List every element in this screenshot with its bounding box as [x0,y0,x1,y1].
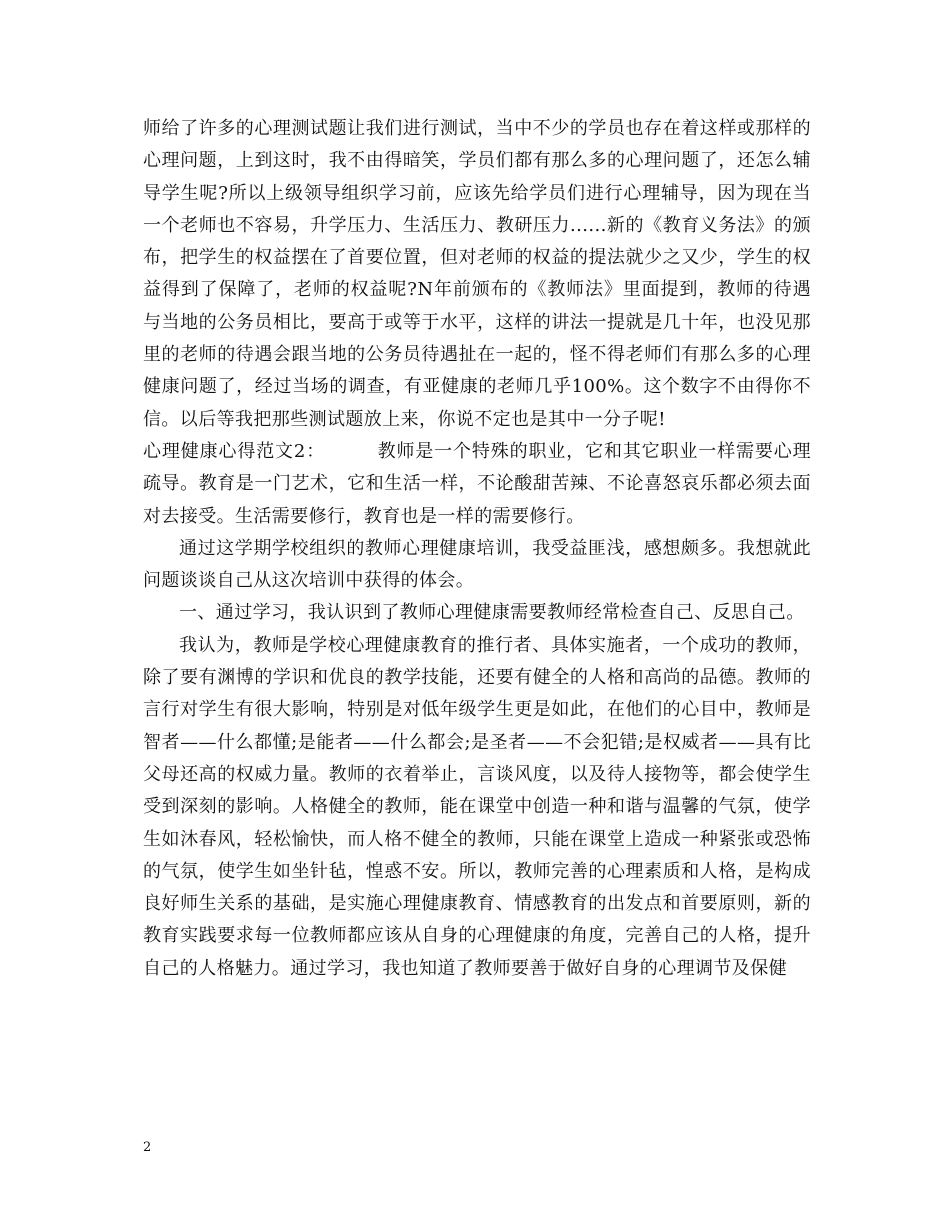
section-intro: 教师是一个特殊的职业，它和其它职业一样需要心理疏导。教育是一门艺术，它和生活一样，不论酸甜苦辣、不论喜怒哀乐都必须去面对去接受。生活需要修行，教育也是一样的需要修行。 [143,440,812,527]
paragraph-training: 通过这学期学校组织的教师心理健康培训，我受益匪浅，感想颇多。我想就此问题谈谈自己从这次培训中获得的体会。 [143,537,811,592]
paragraph-teacher-role: 我认为，教师是学校心理健康教育的推行者、具体实施者，一个成功的教师，除了要有渊博的学识和优良的教学技能，还要有健全的人格和高尚的品德。教师的言行对学生有很大影响，特别是对低年级学生更是如此，在他们的心目中，教师是智者——什么都懂;是能者——什么都会;是圣者——不会犯错;是权威者——具有比父母还高的权威力量。教师的衣着举止，言谈风度，以及待人接物等，都会使学生受到深刻的影响。人格健全的教师，能在课堂中创造一种和谐与温馨的气氛，使学生如沐春风，轻松愉快，而人格不健全的教师，只能在课堂上造成一种紧张或恐怖的气氛，使学生如坐针毡，惶惑不安。所以，教师完善的心理素质和人格，是构成良好师生关系的基础，是实施心理健康教育、情感教育的出发点和首要原则，新的教育实践要求每一位教师都应该从自身的心理健康的角度，完善自己的人格，提升自己的人格魅力。通过学习，我也知道了教师要善于做好自身的心理调节及保健 [143,634,811,979]
document-body [143,113,811,985]
section-heading: 心理健康心得范文2： [143,440,326,462]
paragraph-continued: 师给了许多的心理测试题让我们进行测试，当中不少的学员也存在着这样或那样的心理问题，上到这时，我不由得暗笑，学员们都有那么多的心理问题了，还怎么辅导学生呢?所以上级领导组织学习前，应该先给学员们进行心理辅导，因为现在当一个老师也不容易，升学压力、生活压力、教研压力......新的《教育义务法》的颁布，把学生的权益摆在了首要位置，但对老师的权益的提法就少之又少，学生的权益得到了保障了，老师的权益呢?N年前颁布的《教师法》里面提到，教师的待遇与当地的公务员相比，要高于或等于水平，这样的讲法一提就是几十年，也没见那里的老师的待遇会跟当地的公务员待遇扯在一起的，怪不得老师们有那么多的心理健康问题了，经过当场的调查，有亚健康的老师几乎100%。这个数字不由得你不信。以后等我把那些测试题放上来，你说不定也是其中一分子呢! [143,118,811,430]
paragraph-point-one: 一、通过学习，我认识到了教师心理健康需要教师经常检查自己、反思自己。 [179,602,805,624]
page-number: 2 [143,1140,152,1155]
section-paragraph [143,436,811,533]
